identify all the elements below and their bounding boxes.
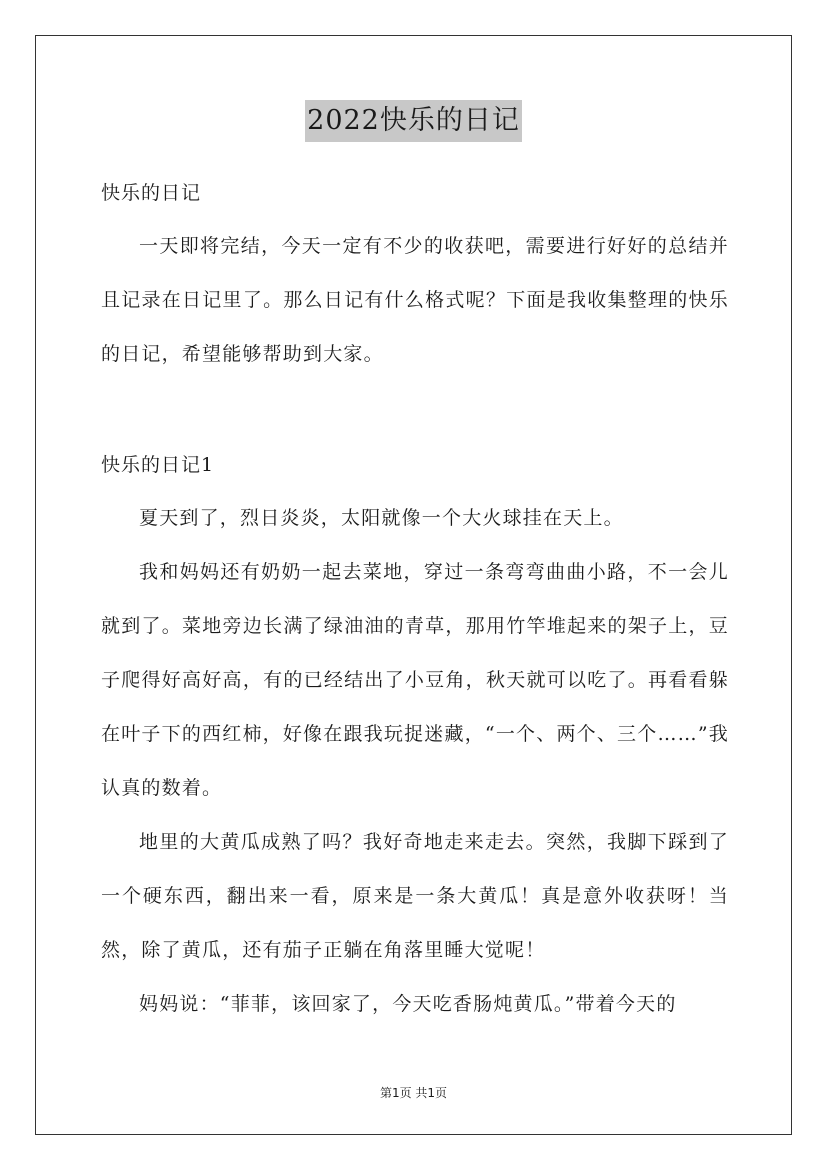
paragraph-4: 妈妈说：“菲菲，该回家了，今天吃香肠炖黄瓜。”带着今天的 bbox=[139, 993, 677, 1015]
heading-diary-1: 快乐的日记1 bbox=[101, 454, 215, 476]
document-title: 2022快乐的日记 bbox=[305, 100, 522, 142]
title-container bbox=[0, 100, 827, 142]
intro-paragraph: 一天即将完结，今天一定有不少的收获吧，需要进行好好的总结并且记录在日记里了。那么日记有什么格式呢？下面是我收集整理的快乐的日记，希望能够帮助到大家。 bbox=[101, 235, 729, 365]
paragraph-2: 我和妈妈还有奶奶一起去菜地，穿过一条弯弯曲曲小路，不一会儿就到了。菜地旁边长满了绿油油的青草，那用竹竿堆起来的架子上，豆子爬得好高好高，有的已经结出了小豆角，秋天就可以吃了。再看看躲在叶子下的西红柿，好像在跟我玩捉迷藏，“一个、两个、三个……”我认真的数着。 bbox=[101, 561, 729, 799]
paragraph-3: 地里的大黄瓜成熟了吗？我好奇地走来走去。突然，我脚下踩到了一个硬东西，翻出来一看，原来是一条大黄瓜！真是意外收获呀！当然，除了黄瓜，还有茄子正躺在角落里睡大觉呢！ bbox=[101, 831, 729, 961]
page-footer: 第1页 共1页 bbox=[379, 1086, 448, 1100]
paragraph-1: 夏天到了，烈日炎炎，太阳就像一个大火球挂在天上。 bbox=[139, 507, 624, 529]
heading-intro: 快乐的日记 bbox=[101, 182, 202, 204]
